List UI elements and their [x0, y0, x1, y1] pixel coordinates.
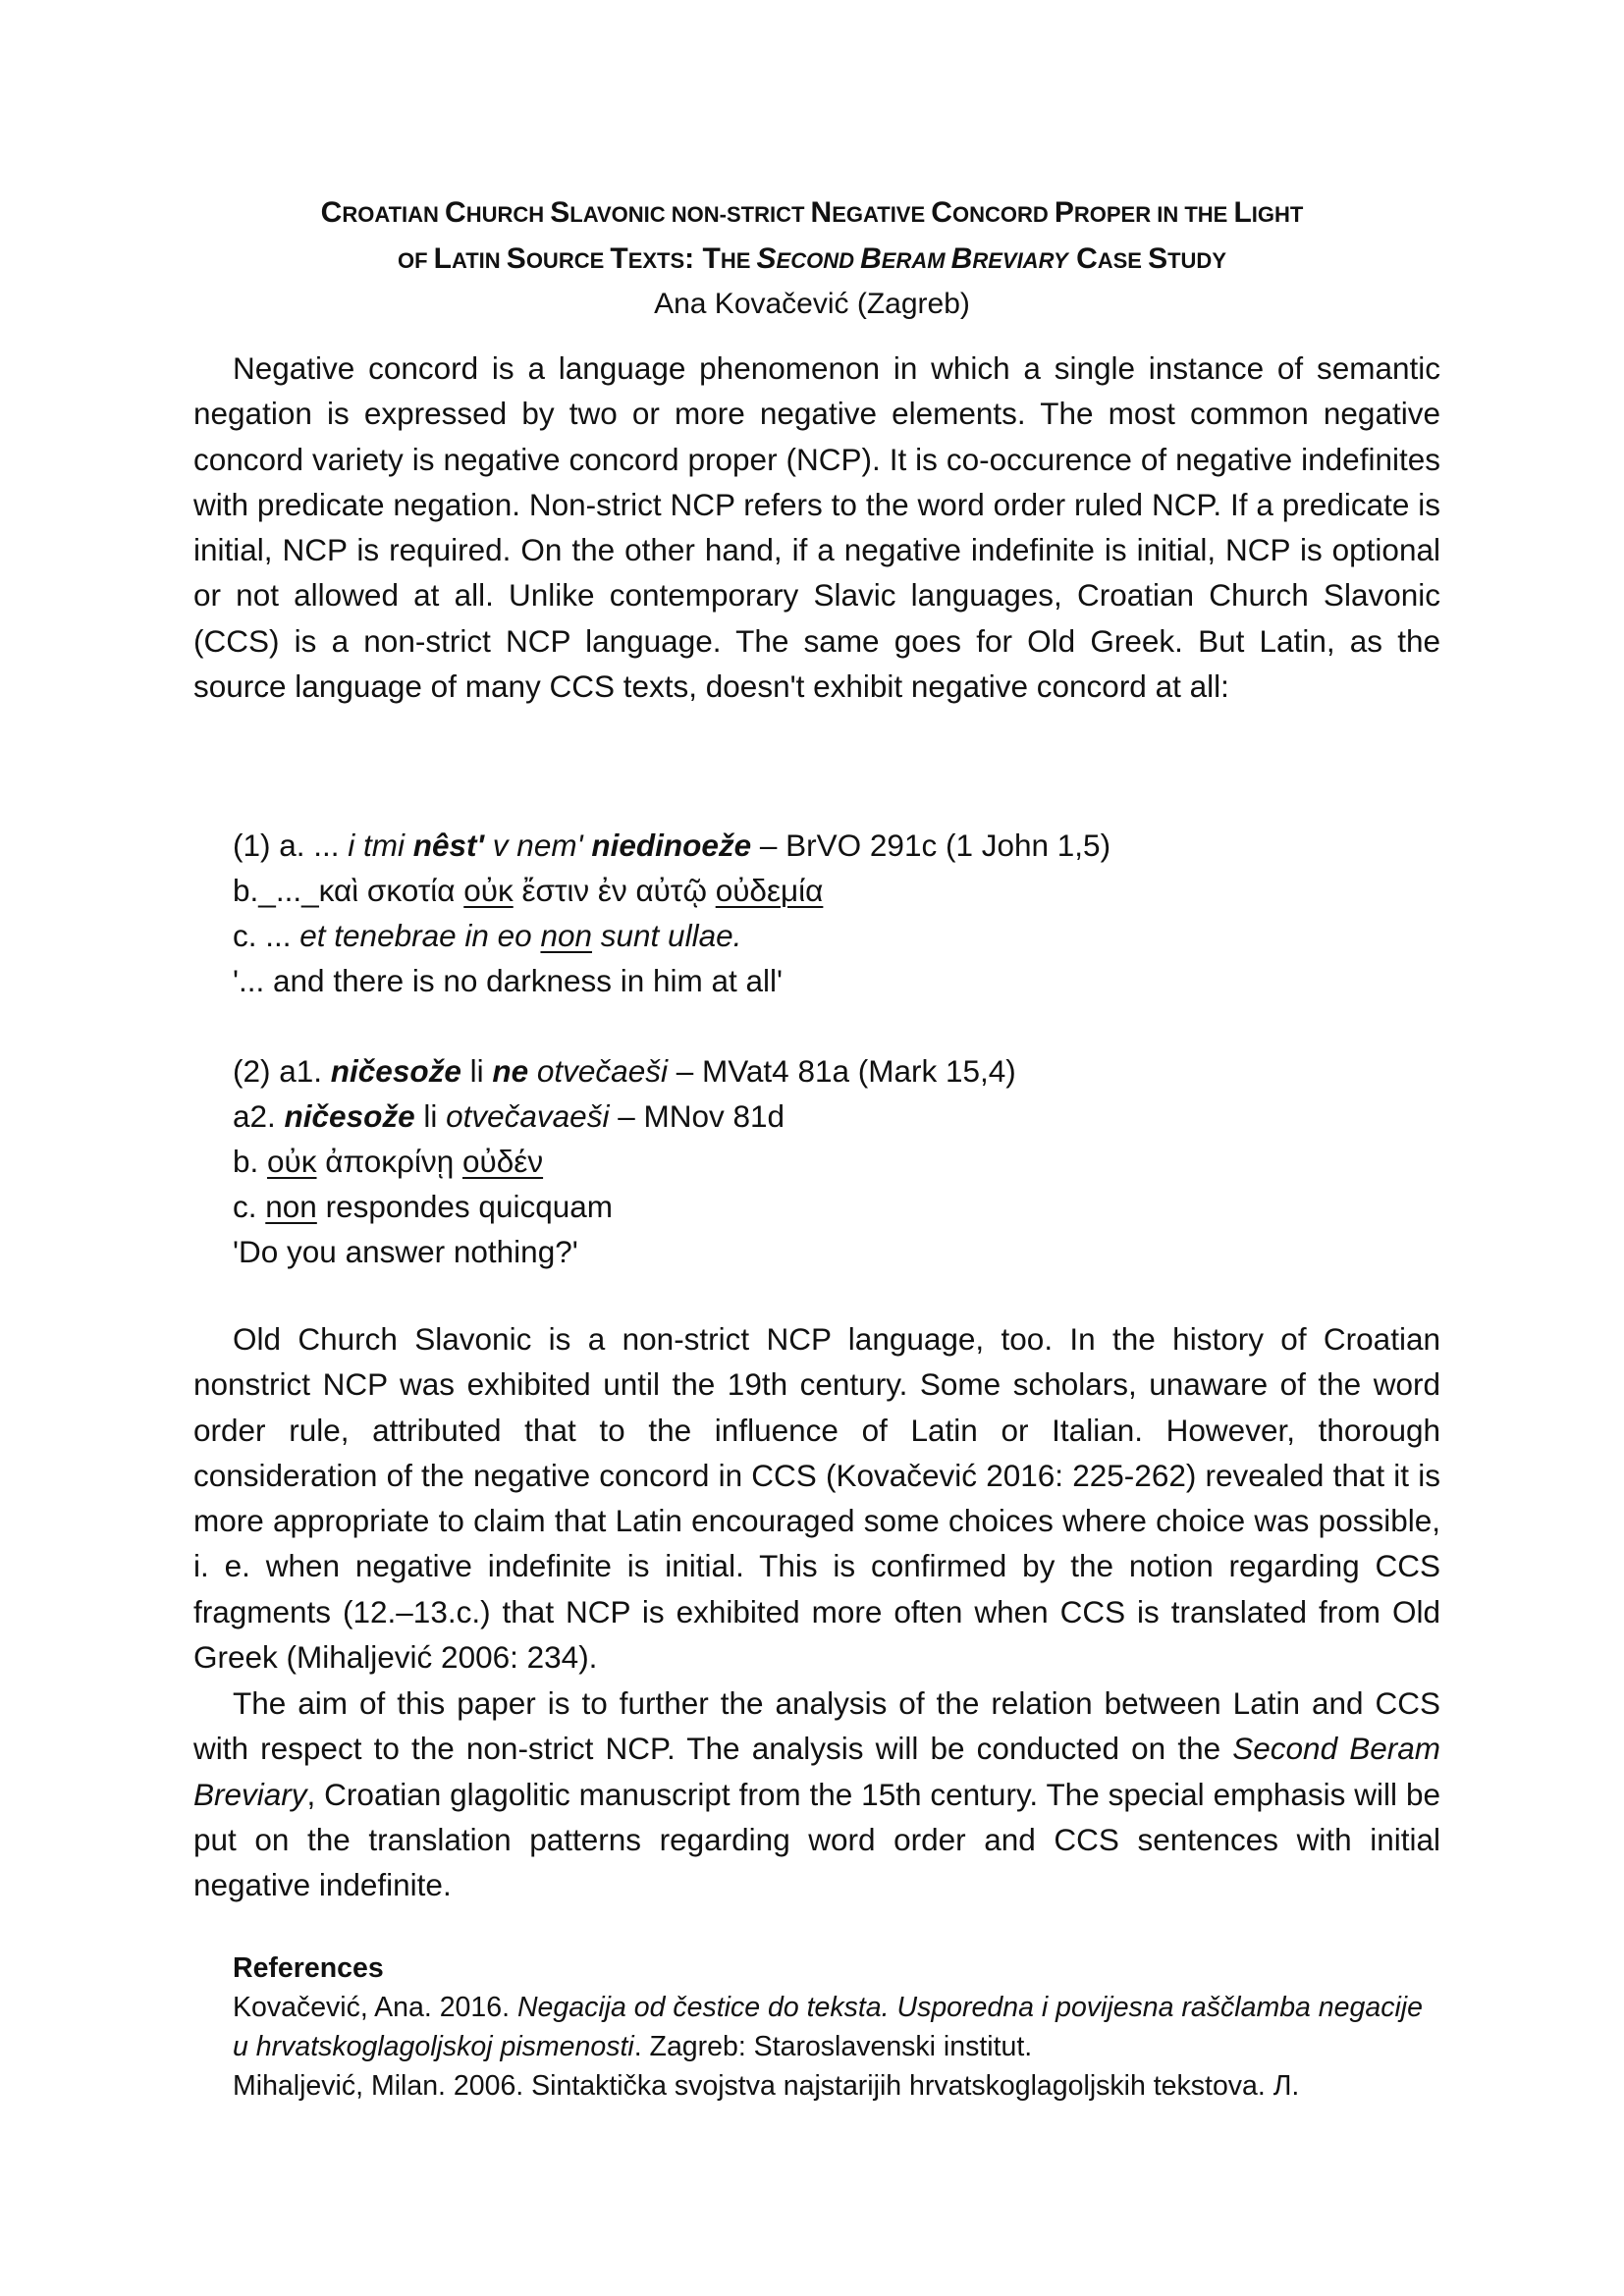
title-small: OURCE: [525, 248, 611, 273]
example-text: et tenebrae in eo: [299, 918, 541, 953]
example-2a2: [233, 1094, 1016, 1139]
example-underlined-word: οὐκ: [463, 873, 514, 908]
title-small: ROPER IN THE: [1073, 202, 1234, 227]
example-2c: [233, 1184, 1016, 1229]
example-1: [233, 823, 1110, 1003]
title-small: TUDY: [1167, 248, 1226, 273]
title-cap: S: [550, 196, 570, 229]
example-text: li: [460, 1053, 493, 1089]
references-heading: References: [233, 1952, 384, 1984]
title-cap: C: [931, 196, 952, 229]
example-underlined-word: οὐδεμία: [715, 873, 824, 908]
example-bold-word: ne: [492, 1053, 529, 1089]
title-small: ATIN: [451, 248, 507, 273]
title-cap: N: [810, 196, 833, 229]
example-label: c. ...: [233, 918, 300, 953]
title-cap: S: [1148, 242, 1168, 275]
paragraph-aim: [193, 1681, 1440, 1907]
reference-text: Sintaktička svojstva najstarijih hrvatskoglagoljskih tekstova. Л.: [531, 2070, 1300, 2102]
paragraph-history: Old Church Slavonic is a non-strict NCP language, too. In the history of Croatian nonstrict NCP was exhibited until the 19th century. Some scholars, unaware of the word order rule, attributed that to the influence of Latin or Italian. However, thorough consideration of the negative concord in CCS (Kovačević 2016: 225-262) revealed that it is more appropriate to claim that Latin encouraged some choices where choice was possible, i. e. when negative indefinite is initial. This is confirmed by the notion regarding CCS fragments (12.–13.c.) that NCP is exhibited more often when CCS is translated from Old Greek (Mihaljević 2006: 234).: [193, 1321, 1440, 1676]
example-bold-word: nêst': [412, 828, 485, 863]
example-bold-word: ničesože: [284, 1098, 415, 1134]
title-cap: S: [506, 242, 526, 275]
example-label: (2) a1.: [233, 1053, 331, 1089]
title-cap: B: [950, 242, 973, 275]
example-2b: [233, 1139, 1016, 1184]
paper-title-line-1: [0, 196, 1624, 232]
title-small: ERAM: [881, 248, 951, 273]
example-1b: [233, 868, 1110, 913]
title-small: EXTS: [627, 248, 685, 273]
reference-author: Mihaljević, Milan. 2006.: [233, 2070, 532, 2102]
title-small: LAVONIC NON-STRICT: [569, 202, 811, 227]
manuscript-title: Second Beram Breviary: [193, 1731, 1440, 1812]
example-source: – MVat4 81a (Mark 15,4): [667, 1053, 1016, 1089]
example-1-gloss: '... and there is no darkness in him at all': [233, 963, 784, 998]
example-text: ἔστιν ἐν αὐτῷ: [513, 873, 716, 908]
example-label: (1) a. ...: [233, 828, 349, 863]
title-cap: T: [610, 242, 628, 275]
example-source: – BrVO 291c (1 John 1,5): [751, 828, 1111, 863]
example-gap: _: [301, 873, 319, 908]
title-small: ASE: [1097, 248, 1149, 273]
reference-author: Kovačević, Ana. 2016.: [233, 1992, 517, 2023]
paragraph-intro: Negative concord is a language phenomenon in which a single instance of semantic negation is expressed by two or more negative elements. The most common negative concord variety is negative concord proper (NCP). It is co-occurence of negative indefinites with predicate negation. Non-strict NCP refers to the word order ruled NCP. If a predicate is initial, NCP is required. On the other hand, if a negative indefinite is initial, NCP is optional or not allowed at all. Unlike contemporary Slavic languages, Croatian Church Slavonic (CCS) is a non-strict NCP language. The same goes for Old Greek. But Latin, as the source language of many CCS texts, doesn't exhibit negative concord at all:: [193, 350, 1440, 705]
title-small: HURCH: [465, 202, 551, 227]
title-small: HE: [720, 248, 757, 273]
example-ellipsis: ...: [275, 873, 302, 908]
example-label: a2.: [233, 1098, 285, 1134]
title-cap: L: [1233, 196, 1252, 229]
example-underlined-word: non: [540, 918, 593, 953]
title-cap: P: [1054, 196, 1074, 229]
references-section: [233, 1949, 1440, 2106]
reference-publisher: . Zagreb: Staroslavenski institut.: [633, 2031, 1033, 2062]
example-italic-word: otvečavaeši: [446, 1098, 610, 1134]
title-small: ROATIAN: [342, 202, 446, 227]
author-line: Ana Kovačević (Zagreb): [654, 288, 970, 320]
example-text: li: [414, 1098, 447, 1134]
title-cap: T: [702, 242, 721, 275]
reference-title: Negacija od čestice do teksta. Usporedna i povijesna raščlamba negacije u hrvatskoglagoljskoj pismenosti: [233, 1992, 1423, 2062]
example-bold-word: niedinoeže: [591, 828, 752, 863]
title-cap: C: [320, 196, 343, 229]
paragraph-text: , Croatian glagolitic manuscript from the 15th century. The special emphasis will be put on the translation patterns regarding word order and CCS sentences with initial negative indefinite.: [193, 1776, 1440, 1903]
title-small: ONCORD: [951, 202, 1055, 227]
paragraph-text: The aim of this paper is to further the analysis of the relation between Latin and CCS with respect to the non-strict NCP. The analysis will be conducted on the: [193, 1685, 1440, 1767]
example-text: καὶ σκοτία: [318, 873, 464, 908]
example-text: ἀποκρίνῃ: [316, 1144, 462, 1179]
example-underlined-word: οὐδέν: [462, 1144, 544, 1179]
example-italic-word: otvečaeši: [536, 1053, 668, 1089]
example-1a: [233, 823, 1110, 868]
example-label: b.: [233, 873, 259, 908]
title-small: IGHT: [1251, 202, 1304, 227]
title-cap: B: [860, 242, 882, 275]
example-text: [528, 1053, 537, 1089]
reference-item: [233, 2066, 1440, 2106]
example-source: – MNov 81d: [609, 1098, 785, 1134]
title-cap: S: [756, 242, 777, 275]
title-colon: :: [684, 242, 703, 275]
title-small: EGATIVE: [832, 202, 932, 227]
title-cap: L: [433, 242, 452, 275]
example-underlined-word: οὐκ: [267, 1144, 317, 1179]
paper-title-line-2: [0, 242, 1624, 278]
example-underlined-word: non: [265, 1189, 317, 1224]
example-label: c.: [233, 1189, 266, 1224]
example-text: i tmi: [348, 828, 413, 863]
title-italic-book-name: [757, 244, 1068, 274]
title-cap: C: [1067, 242, 1098, 275]
example-2: [233, 1048, 1016, 1274]
example-1c: [233, 913, 1110, 958]
title-small: OF: [397, 248, 434, 273]
example-2a1: [233, 1048, 1016, 1094]
example-text: sunt ullae.: [592, 918, 742, 953]
example-text: respondes quicquam: [316, 1189, 614, 1224]
example-bold-word: ničesože: [330, 1053, 461, 1089]
example-2-gloss: 'Do you answer nothing?': [233, 1234, 578, 1269]
example-gap: _: [258, 873, 276, 908]
title-small: ECOND: [776, 248, 861, 273]
title-cap: C: [445, 196, 466, 229]
title-small: REVIARY: [972, 248, 1068, 273]
example-label: b.: [233, 1144, 268, 1179]
example-text: v nem': [484, 828, 592, 863]
reference-item: [233, 1988, 1440, 2066]
